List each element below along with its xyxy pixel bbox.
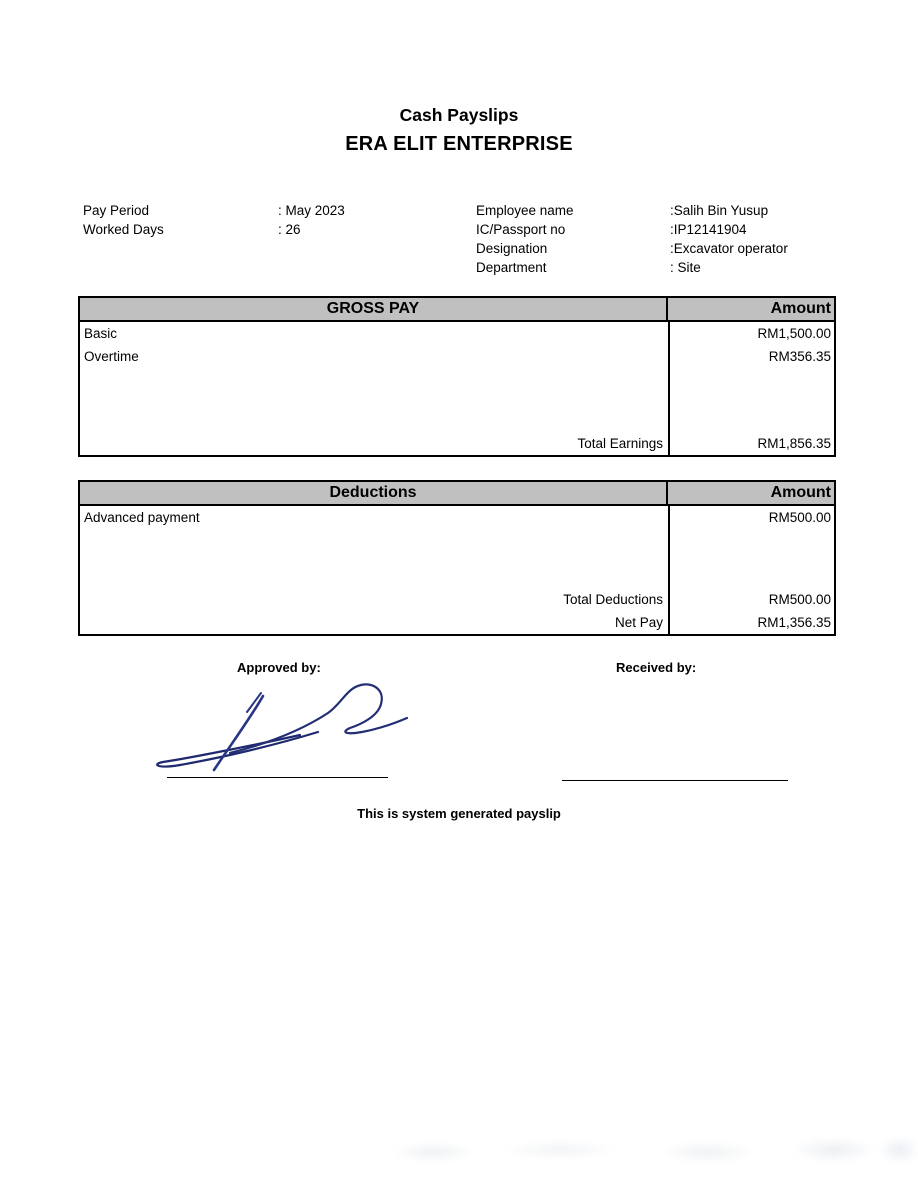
advanced-payment-label: Advanced payment (84, 510, 200, 525)
info-labels-left (83, 201, 164, 239)
department-value: : Site (670, 260, 701, 275)
table-row-basic (80, 322, 834, 345)
deductions-amount-header: Amount (770, 484, 831, 501)
approved-by-label: Approved by: (237, 660, 321, 675)
total-earnings-amount: RM1,856.35 (757, 436, 831, 451)
signature-ink (150, 681, 412, 779)
faint-watermark (368, 1128, 916, 1172)
basic-amount: RM1,500.00 (757, 326, 831, 341)
total-deductions-amount: RM500.00 (768, 592, 831, 607)
department-label: Department (476, 260, 547, 275)
table-row-advanced-payment (80, 506, 834, 529)
net-pay-amount: RM1,356.35 (757, 615, 831, 630)
pay-period-label: Pay Period (83, 203, 150, 218)
gross-pay-body (80, 322, 834, 455)
employee-name-value: :Salih Bin Yusup (670, 203, 769, 218)
pay-period-value: : May 2023 (278, 203, 345, 218)
total-deductions-row (80, 588, 834, 611)
overtime-label: Overtime (84, 349, 139, 364)
worked-days-value: : 26 (278, 222, 301, 237)
deductions-body (80, 506, 834, 634)
gross-pay-amount-header: Amount (770, 300, 831, 317)
table-row-overtime (80, 345, 834, 368)
page-title: Cash Payslips (399, 105, 519, 125)
designation-label: Designation (476, 241, 548, 256)
net-pay-label: Net Pay (614, 615, 663, 630)
gross-pay-spacer (80, 368, 834, 432)
total-earnings-label: Total Earnings (577, 436, 663, 451)
advanced-payment-amount: RM500.00 (768, 510, 831, 525)
signature-line-received (562, 780, 788, 781)
ic-passport-label: IC/Passport no (476, 222, 566, 237)
company-name: ERA ELIT ENTERPRISE (345, 133, 573, 155)
info-values-left (278, 201, 345, 239)
deductions-table (78, 480, 836, 636)
deductions-header-row (80, 482, 834, 506)
overtime-amount: RM356.35 (768, 349, 831, 364)
total-earnings-row (80, 432, 834, 455)
signature-line-approved (167, 777, 388, 778)
designation-value: :Excavator operator (670, 241, 788, 256)
info-values-right (670, 201, 788, 277)
deductions-header: Deductions (80, 482, 668, 504)
gross-pay-header-row (80, 298, 834, 322)
column-divider (668, 322, 670, 455)
ic-passport-value: :IP12141904 (670, 222, 747, 237)
column-divider (668, 506, 670, 634)
deductions-spacer (80, 529, 834, 588)
total-deductions-label: Total Deductions (563, 592, 663, 607)
basic-label: Basic (84, 326, 118, 341)
worked-days-label: Worked Days (83, 222, 164, 237)
employee-name-label: Employee name (476, 203, 574, 218)
info-labels-right (476, 201, 574, 277)
gross-pay-header: GROSS PAY (80, 298, 668, 320)
gross-pay-table (78, 296, 836, 457)
received-by-label: Received by: (616, 660, 697, 675)
net-pay-row (80, 611, 834, 634)
footer-note: This is system generated payslip (357, 806, 561, 821)
